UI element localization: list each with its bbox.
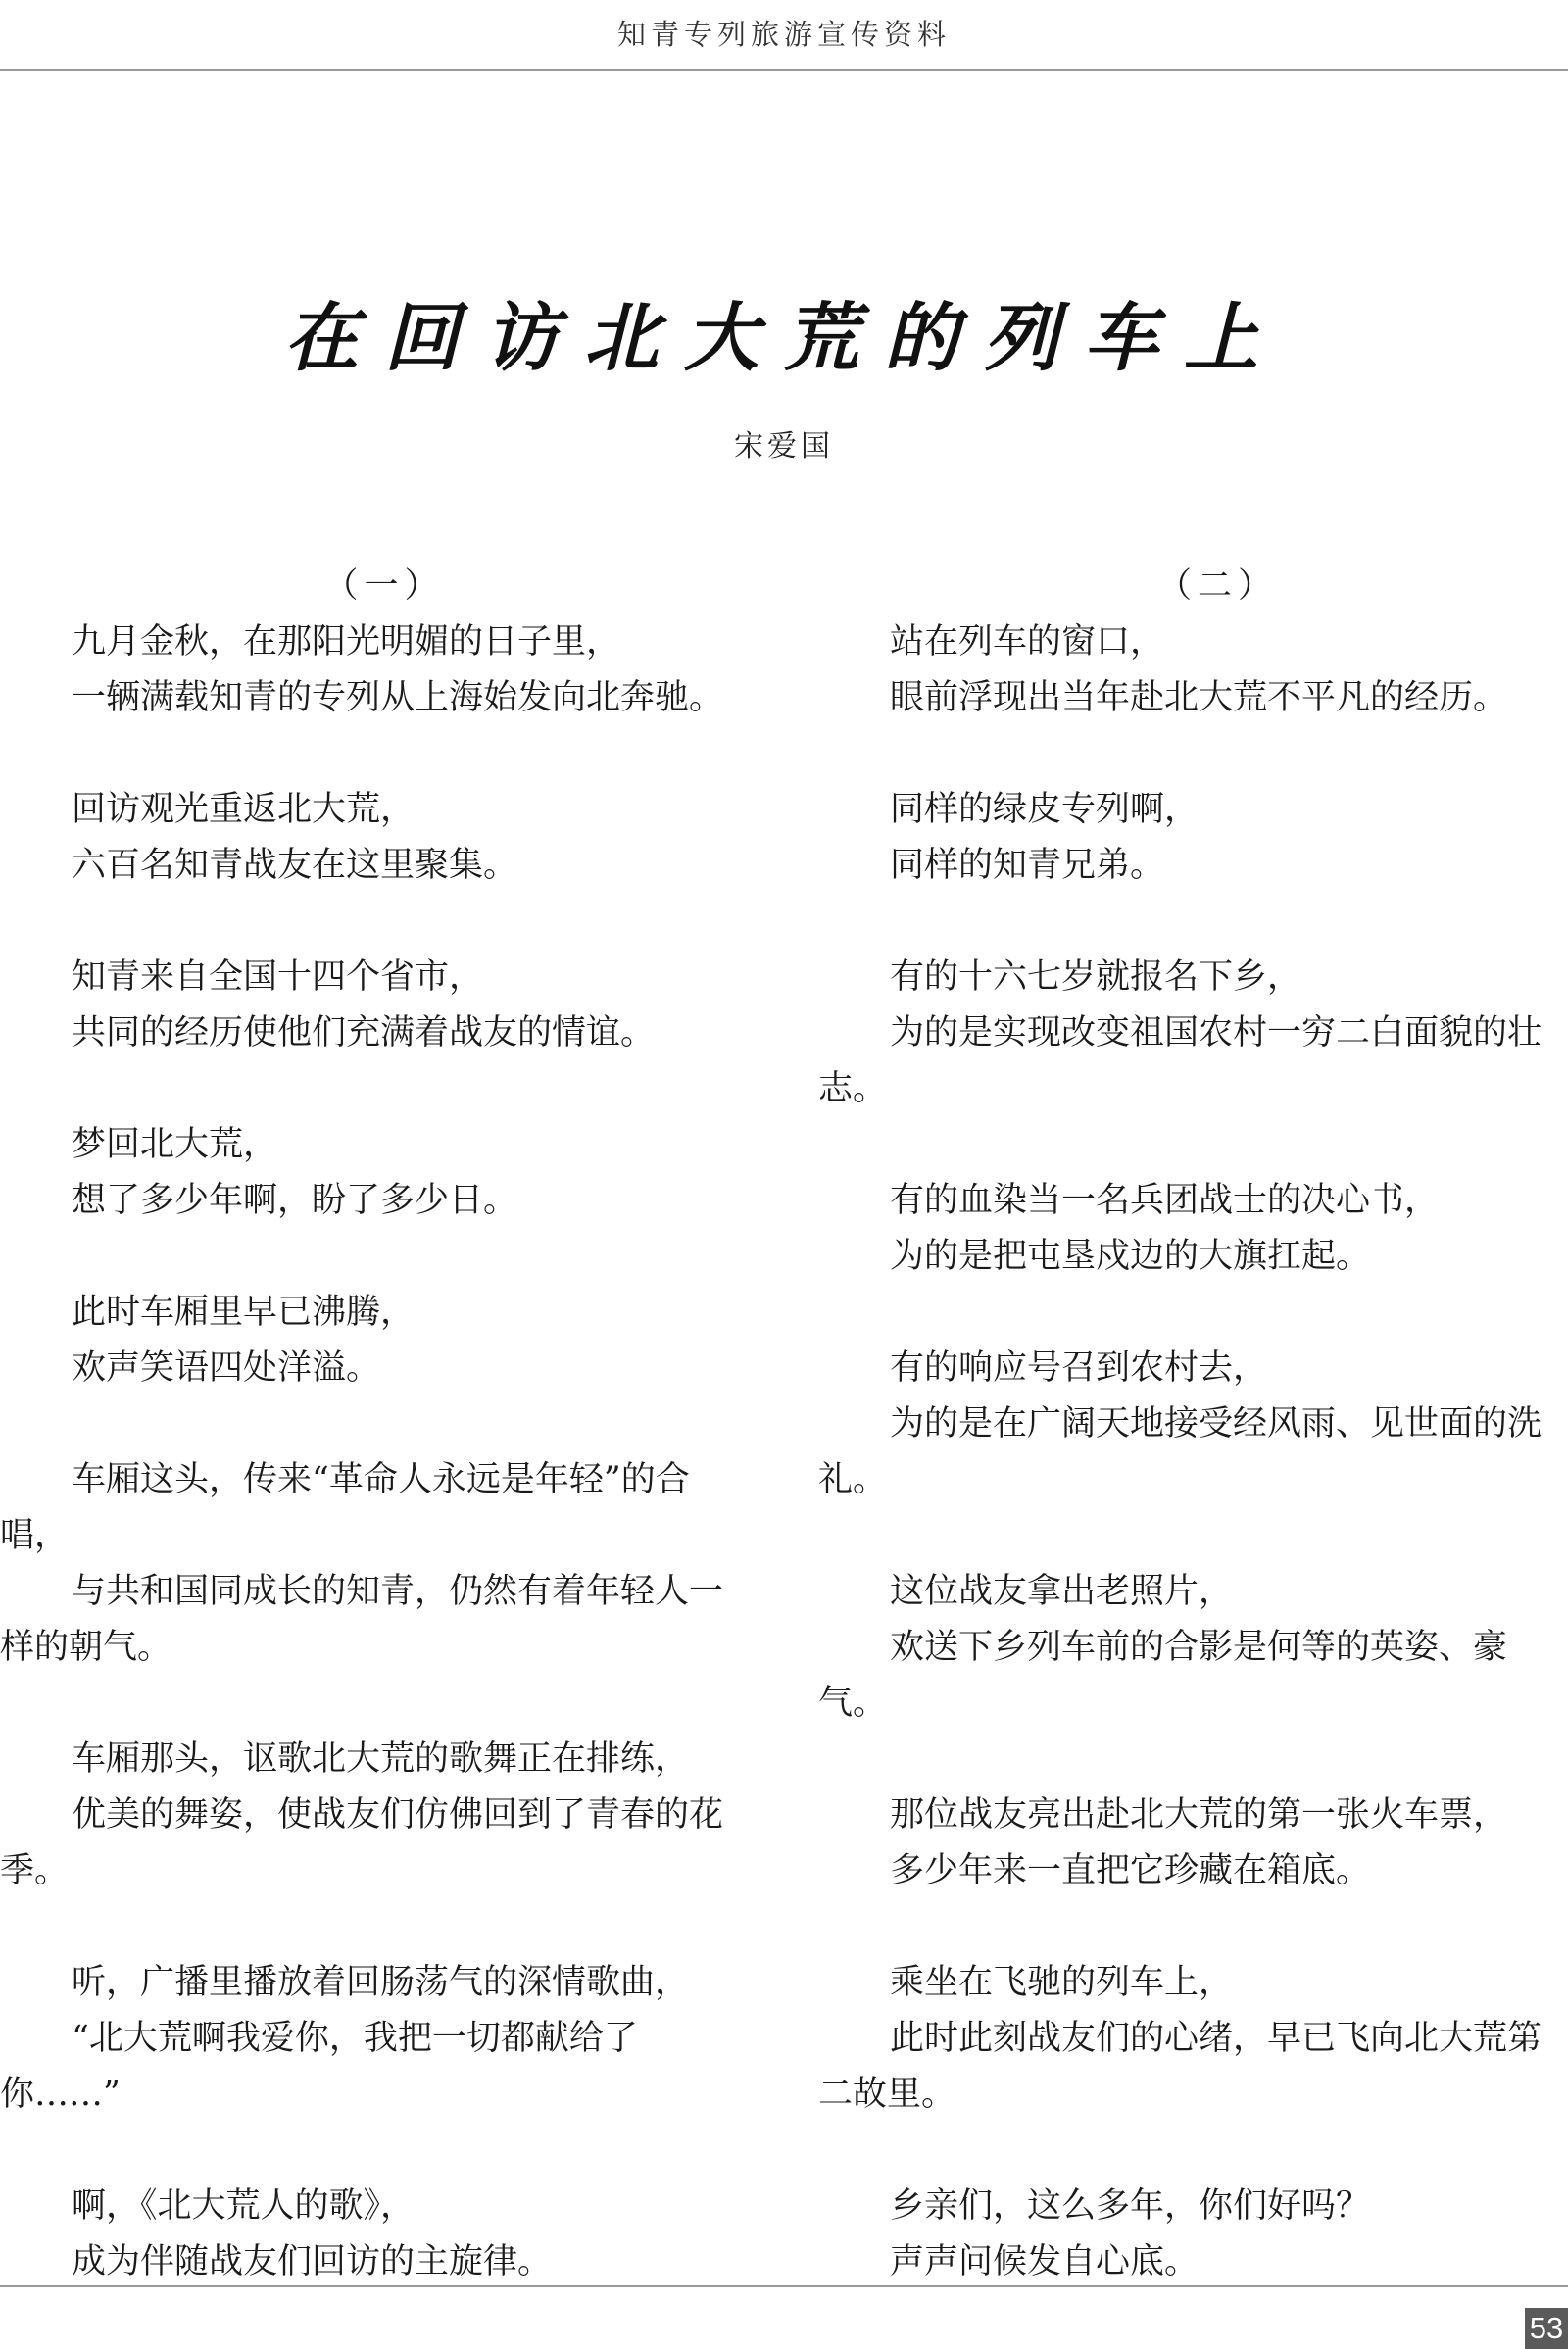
page-number: 53 xyxy=(1525,2308,1568,2349)
poem-line: 想了多少年啊，盼了多少日。 xyxy=(72,1181,518,1220)
poem-line: 此时此刻战友们的心绪，早已飞向北大荒第二故里。 xyxy=(818,2019,1543,2114)
article-title: 在回访北大荒的列车上 xyxy=(284,294,1284,381)
stanza xyxy=(0,2178,749,2290)
stanza xyxy=(0,614,749,726)
stanza xyxy=(0,782,749,894)
poem-section-1 xyxy=(0,559,749,2346)
poem-line: 此时车厢里早已沸腾， xyxy=(72,1293,416,1332)
poem-section-2 xyxy=(818,559,1568,2346)
poem-line: 眼前浮现出当年赴北大荒不平凡的经历。 xyxy=(890,678,1508,717)
stanza xyxy=(818,2178,1568,2290)
poem-line: 那位战友亮出赴北大荒的第一张火车票， xyxy=(890,1795,1508,1835)
stanza xyxy=(0,1285,749,1396)
poem-line: 听，广播里播放着回肠荡气的深情歌曲， xyxy=(72,1963,690,2002)
poem-line: 站在列车的窗口， xyxy=(890,622,1165,661)
poem-line: 同样的知青兄弟。 xyxy=(890,846,1165,885)
stanza xyxy=(818,614,1568,726)
poem-line: 知青来自全国十四个省市， xyxy=(72,957,484,997)
header-divider xyxy=(0,69,1568,71)
poem-line: 有的十六七岁就报名下乡， xyxy=(890,957,1302,997)
poem-line: 车厢这头，传来“革命人永远是年轻”的合唱， xyxy=(0,1460,690,1555)
poem-line: 梦回北大荒， xyxy=(72,1125,278,1164)
running-header: 知青专列旅游宣传资料 xyxy=(616,18,951,51)
stanza xyxy=(0,950,749,1061)
stanza xyxy=(818,1341,1568,1508)
poem-line: 啊，《北大荒人的歌》， xyxy=(72,2186,416,2226)
poem-line: 优美的舞姿，使战友们仿佛回到了青春的花季。 xyxy=(0,1795,724,1890)
poem-line: 欢送下乡列车前的合影是何等的英姿、豪气。 xyxy=(818,1628,1508,1723)
poem-line: 回访观光重返北大荒， xyxy=(72,790,416,829)
poem-line: 为的是把屯垦戍边的大旗扛起。 xyxy=(890,1237,1371,1276)
stanza xyxy=(818,1564,1568,1732)
stanza xyxy=(818,1787,1568,1899)
poem-line: “北大荒啊我爱你，我把一切都献给了你……” xyxy=(0,2019,638,2114)
poem-line: 有的响应号召到农村去， xyxy=(890,1348,1268,1388)
stanza xyxy=(818,950,1568,1117)
poem-line: 同样的绿皮专列啊， xyxy=(890,790,1200,829)
poem-line: 与共和国同成长的知青，仍然有着年轻人一样的朝气。 xyxy=(0,1572,724,1667)
section-heading: （二） xyxy=(1156,566,1278,606)
poem-line: 多少年来一直把它珍藏在箱底。 xyxy=(890,1851,1371,1890)
stanza xyxy=(0,1955,749,2123)
stanza xyxy=(0,1732,749,1899)
poem-line: 六百名知青战友在这里聚集。 xyxy=(72,846,518,885)
poem-line: 九月金秋，在那阳光明媚的日子里， xyxy=(72,622,621,661)
stanza xyxy=(818,782,1568,894)
poem-line: 车厢那头，讴歌北大荒的歌舞正在排练， xyxy=(72,1739,690,1779)
poem-line: 有的血染当一名兵团战士的决心书， xyxy=(890,1181,1440,1220)
poem-line: 声声问候发自心底。 xyxy=(890,2242,1200,2281)
stanza xyxy=(0,1117,749,1229)
footer-divider xyxy=(0,2285,1568,2287)
poem-line: 这位战友拿出老照片， xyxy=(890,1572,1234,1611)
poem-line: 为的是在广阔天地接受经风雨、见世面的洗礼。 xyxy=(818,1404,1543,1499)
stanza xyxy=(818,1173,1568,1285)
poem-line: 乘坐在飞驰的列车上， xyxy=(890,1963,1234,2002)
poem-line: 乡亲们，这么多年，你们好吗？ xyxy=(890,2186,1371,2226)
poem-line: 共同的经历使他们充满着战友的情谊。 xyxy=(72,1013,656,1052)
poem-line: 一辆满载知青的专列从上海始发向北奔驰。 xyxy=(72,678,724,717)
poem-line: 欢声笑语四处洋溢。 xyxy=(72,1348,381,1388)
poem-line: 成为伴随战友们回访的主旋律。 xyxy=(72,2242,553,2281)
stanza xyxy=(0,1452,749,1676)
article-author: 宋爱国 xyxy=(734,429,834,464)
poem-line: 为的是实现改变祖国农村一穷二白面貌的壮志。 xyxy=(818,1013,1543,1108)
stanza xyxy=(818,1955,1568,2123)
section-heading: （一） xyxy=(323,566,445,606)
